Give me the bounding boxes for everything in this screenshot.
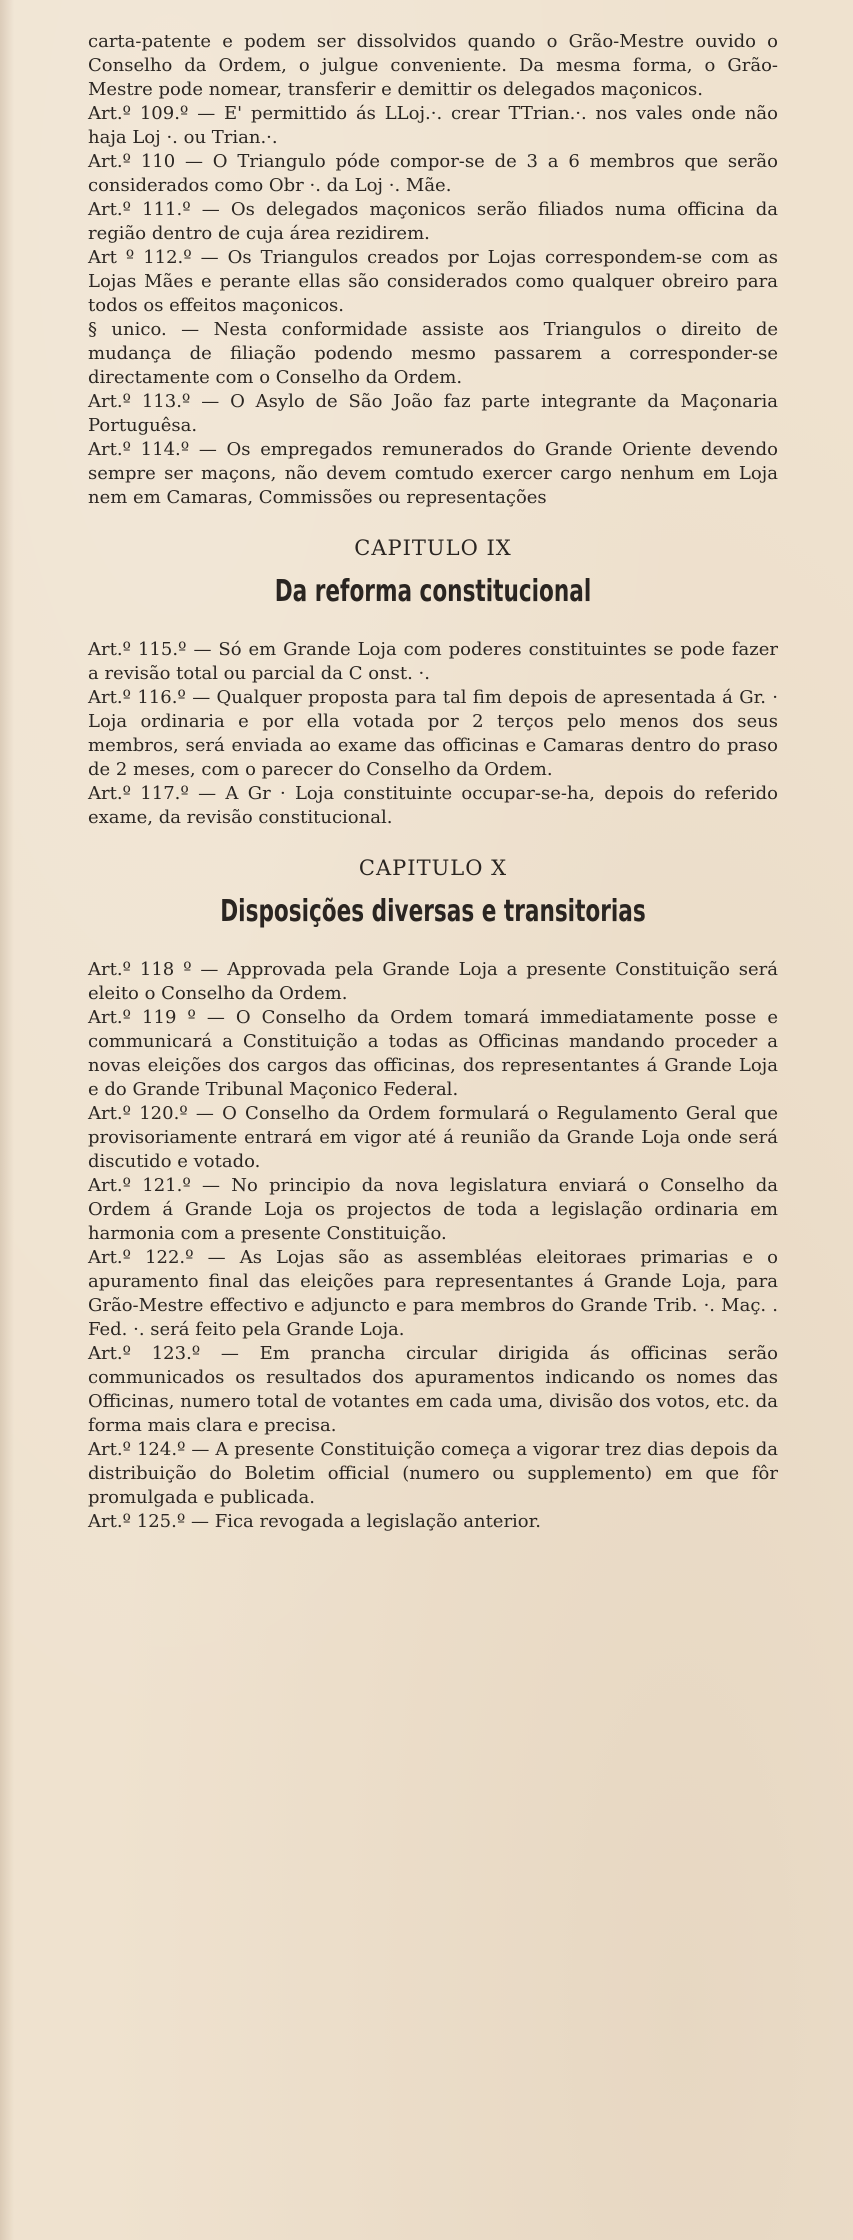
- article-124: Art.º 124.º — A presente Constituição começa a vigorar trez dias depois da distribuição do Boletim official (numero ou supplemento) em que fôr promulgada e publicada.: [88, 1439, 778, 1508]
- article-110: Art.º 110 — O Triangulo póde compor-se de 3 a 6 membros que serão considerados como Obr ·. da Loj ·. Mãe.: [88, 151, 778, 196]
- spacer: [88, 510, 778, 526]
- article-117: Art.º 117.º — A Gr · Loja constituinte occupar-se-ha, depois do referido exame, da revisão constitucional.: [88, 783, 778, 828]
- chapter-x-label: CAPITULO X: [358, 856, 508, 880]
- article-115: Art.º 115.º — Só em Grande Loja com poderes constituintes se pode fazer a revisão total ou parcial da C onst. ·.: [88, 639, 778, 684]
- article-119: Art.º 119 º — O Conselho da Ordem tomará immediatamente posse e communicará a Constituição a todas as Officinas mandando proceder a novas eleições dos cargos das officinas, dos representantes á Grande Loja e do Grande Tribunal Maçonico Federal.: [88, 1007, 778, 1100]
- page-edge-shadow: [0, 0, 14, 2240]
- chapter-ix-title: Da reforma constitucional: [274, 574, 592, 609]
- paragraph-unico: § unico. — Nesta conformidade assiste aos Triangulos o direito de mudança de filiação podendo mesmo passarem a corresponder-se directamente com o Conselho da Ordem.: [88, 319, 778, 388]
- paragraph: carta-patente e podem ser dissolvidos quando o Grão-Mestre ouvido o Conselho da Ordem, o julgue conveniente. Da mesma forma, o Grão-Mestre pode nomear, transferir e demittir os delegados maçonicos.: [88, 31, 778, 100]
- article-116: Art.º 116.º — Qualquer proposta para tal fim depois de apresentada á Gr. · Loja ordinaria e por ella votada por 2 terços pelo menos dos seus membros, será enviada ao exame das officinas e Camaras dentro do praso de 2 meses, com o parecer do Conselho da Ordem.: [88, 687, 778, 780]
- article-121: Art.º 121.º — No principio da nova legislatura enviará o Conselho da Ordem á Grande Loja os projectos de toda a legislação ordinaria em harmonia com a presente Constituição.: [88, 1175, 778, 1244]
- article-125: Art.º 125.º — Fica revogada a legislação anterior.: [88, 1511, 541, 1532]
- article-120: Art.º 120.º — O Conselho da Ordem formulará o Regulamento Geral que provisoriamente entrará em vigor até á reunião da Grande Loja onde será discutido e votado.: [88, 1103, 778, 1172]
- article-109: Art.º 109.º — E' permittido ás LLoj.·. crear TTrian.·. nos vales onde não haja Loj ·. ou Trian.·.: [88, 103, 778, 148]
- article-113: Art.º 113.º — O Asylo de São João faz parte integrante da Maçonaria Portuguêsa.: [88, 391, 778, 436]
- article-123: Art.º 123.º — Em prancha circular dirigida ás officinas serão communicados os resultados dos apuramentos indicando os nomes das Officinas, numero total de votantes em cada uma, divisão dos votos, etc. da forma mais clara e precisa.: [88, 1343, 778, 1436]
- article-114: Art.º 114.º — Os empregados remunerados do Grande Oriente devendo sempre ser maçons, não devem comtudo exercer cargo nenhum em Loja nem em Camaras, Commissões ou representações: [88, 439, 778, 508]
- spacer: [88, 830, 778, 846]
- article-122: Art.º 122.º — As Lojas são as assembléas eleitoraes primarias e o apuramento final das eleições para representantes á Grande Loja, para Grão-Mestre effectivo e adjuncto e para membros do Grande Trib. ·. Maç. . Fed. ·. será feito pela Grande Loja.: [88, 1247, 778, 1340]
- chapter-x-title: Disposições diversas e transitorias: [220, 894, 646, 929]
- article-118: Art.º 118 º — Approvada pela Grande Loja a presente Constituição será eleito o Conselho da Ordem.: [88, 959, 778, 1004]
- document-body: [88, 30, 778, 1534]
- article-112: Art º 112.º — Os Triangulos creados por Lojas correspondem-se com as Lojas Mães e perante ellas são considerados como qualquer obreiro para todos os effeitos maçonicos.: [88, 247, 778, 316]
- chapter-ix-label: CAPITULO IX: [354, 536, 512, 560]
- article-111: Art.º 111.º — Os delegados maçonicos serão filiados numa officina da região dentro de cuja área rezidirem.: [88, 199, 778, 244]
